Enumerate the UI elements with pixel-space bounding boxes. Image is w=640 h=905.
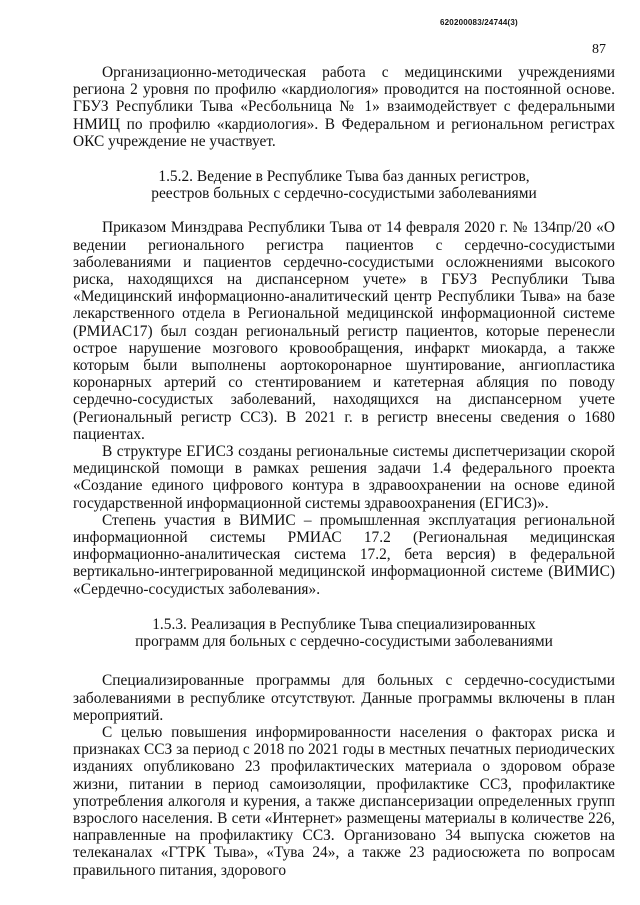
paragraph-programs: Специализированные программы для больных с сердечно-сосудистыми заболеваниями в республике отсутствуют. Данные программы включены в план мероприятий. bbox=[73, 672, 615, 724]
paragraph-awareness: С целью повышения информированности населения о факторах риска и признаках ССЗ за период с 2018 по 2021 годы в местных печатных периодических изданиях опубликовано 23 профилактических материала о здоровом образе жизни, питании в период самоизоляции, профилактике ССЗ, профилактике употребления алкоголя и курения, а также диспансеризации определенных групп взрослого населения. В сети «Интернет» размещены материалы в количестве 226, направленные на профилактику ССЗ. Организовано 34 выпуска сюжетов на телеканалах «ГТРК Тыва», «Тува 24», а также 23 радиосюжета по вопросам правильного питания, здорового bbox=[73, 723, 615, 879]
paragraph-vimis: Степень участия в ВИМИС – промышленная эксплуатация региональной информационной системы РМИАС 17.2 (Региональная медицинская информационно-аналитическая система 17.2, бета версия) в федеральной вертикально-интегрированной медицинской информационной системе (ВИМИС) «Сердечно-сосудистых заболевания». bbox=[73, 511, 615, 598]
paragraph-egisz: В структуре ЕГИСЗ созданы региональные системы диспетчеризации скорой медицинской помощи в рамках решения задачи 1.4 федерального проекта «Создание единого цифрового контура в здравоохранении на основе единой государственной информационной системы здравоохранения (ЕГИСЗ)». bbox=[73, 443, 615, 512]
section-heading-1-5-3 bbox=[73, 616, 615, 650]
paragraph-intro: Организационно-методическая работа с медицинскими учреждениями региона 2 уровня по профилю «кардиология» проводится на постоянной основе. ГБУЗ Республики Тыва «Ресбольница № 1» взаимодействует с федеральными НМИЦ по профилю «кардиология». В Федеральном и региональном регистрах ОКС учреждение не участвует. bbox=[73, 64, 615, 150]
document-number: 620200083/24744(3) bbox=[440, 18, 518, 27]
page-number: 87 bbox=[592, 42, 606, 57]
section-heading-1-5-2 bbox=[73, 168, 615, 202]
paragraph-order: Приказом Минздрава Республики Тыва от 14 февраля 2020 г. № 134пр/20 «О ведении регионального регистра пациентов с сердечно-сосудистыми заболеваниями и пациентов сердечно-сосудистыми осложнениями высокого риска, находящихся на диспансерном учете» в ГБУЗ Республики Тыва «Медицинский информационно-аналитический центр Республики Тыва» на базе лекарственного отдела в Региональной медицинской информационной системе (РМИАС17) был создан региональный регистр пациентов, которые перенесли острое нарушение мозгового кровообращения, инфаркт миокарда, а также которым были выполнены аортокоронарное шунтирование, ангиопластика коронарных артерий со стентированием и катетерная абляция по поводу сердечно-сосудистых заболеваний, находящихся на диспансерном учете (Региональный регистр ССЗ). В 2021 г. в регистр внесены сведения о 1680 пациентах. bbox=[73, 219, 615, 443]
section-heading-1-5-3-line1: 1.5.3. Реализация в Республике Тыва специализированных bbox=[152, 615, 536, 633]
section-heading-1-5-2-line2: реестров больных с сердечно-сосудистыми заболеваниями bbox=[151, 185, 537, 203]
section-heading-1-5-3-line2: программ для больных с сердечно-сосудистыми заболеваниями bbox=[135, 633, 553, 651]
page-content bbox=[73, 64, 615, 879]
section-heading-1-5-2-line1: 1.5.2. Ведение в Республике Тыва баз данных регистров, bbox=[158, 168, 530, 186]
